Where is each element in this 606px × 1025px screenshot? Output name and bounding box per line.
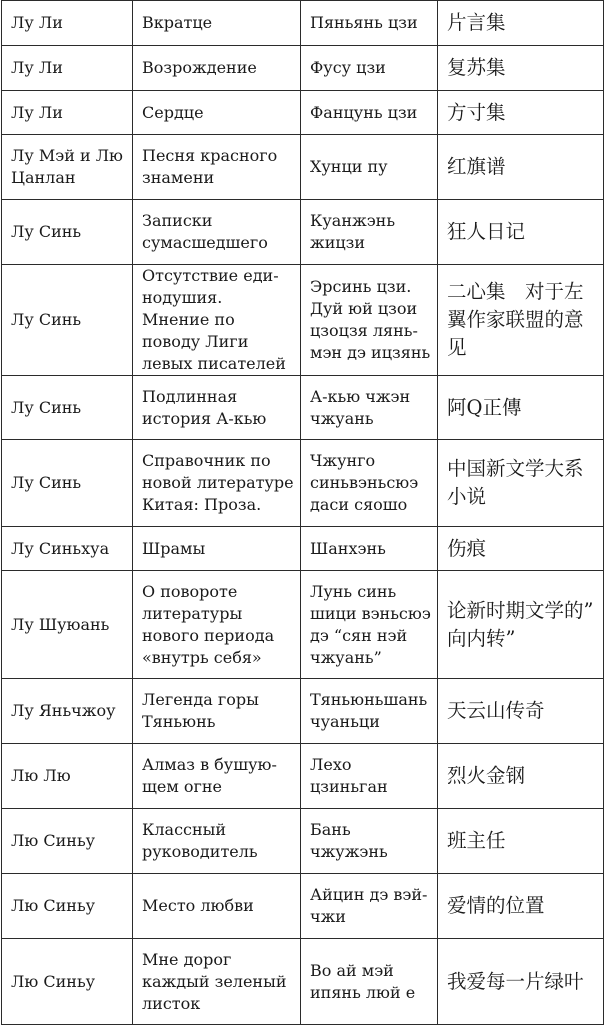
author-cell: Лу Синь	[2, 376, 133, 440]
author-cell: Лу Синь	[2, 265, 133, 376]
title-pinyin-cell: Фусу цзи	[301, 46, 438, 91]
table-row	[2, 200, 604, 265]
title-pinyin-cell: Айцин дэ вэй-чжи	[301, 874, 438, 939]
title-zh-cell: 伤痕	[438, 527, 604, 571]
title-zh-cell: 狂人日记	[438, 200, 604, 265]
author-cell: Лу Мэй и Лю Цанлан	[2, 135, 133, 200]
author-cell: Лу Яньчжоу	[2, 679, 133, 744]
table-row	[2, 679, 604, 744]
title-ru-cell: Песня красного знамени	[133, 135, 301, 200]
title-ru-cell: О повороте литературы нового периода «внутрь себя»	[133, 571, 301, 679]
title-zh-cell: 班主任	[438, 809, 604, 874]
title-pinyin-cell: Во ай мэй ипянь люй е	[301, 939, 438, 1025]
author-cell: Лу Синьхуа	[2, 527, 133, 571]
author-cell: Лу Ли	[2, 1, 133, 46]
title-zh-cell: 片言集	[438, 1, 604, 46]
table-row	[2, 744, 604, 809]
table-row	[2, 939, 604, 1025]
title-ru-cell: Возрождение	[133, 46, 301, 91]
table-row	[2, 809, 604, 874]
title-zh-cell: 论新时期文学的” 向内转”	[438, 571, 604, 679]
title-zh-cell: 中国新文学大系小说	[438, 440, 604, 527]
author-cell: Лу Ли	[2, 46, 133, 91]
title-ru-cell: Подлинная история А-кью	[133, 376, 301, 440]
author-cell: Лю Синьу	[2, 939, 133, 1025]
title-zh-cell: 爱情的位置	[438, 874, 604, 939]
author-cell: Лу Синь	[2, 200, 133, 265]
author-cell: Лю Лю	[2, 744, 133, 809]
title-zh-cell: 方寸集	[438, 91, 604, 135]
title-ru-cell: Место любви	[133, 874, 301, 939]
title-zh-cell: 我爱每一片绿叶	[438, 939, 604, 1025]
title-pinyin-cell: А-кью чжэн чжуань	[301, 376, 438, 440]
author-cell: Лу Синь	[2, 440, 133, 527]
table-row	[2, 91, 604, 135]
title-pinyin-cell: Хунци пу	[301, 135, 438, 200]
title-ru-cell: Вкратце	[133, 1, 301, 46]
title-ru-cell: Мне дорог каждый зеленый листок	[133, 939, 301, 1025]
glossary-table	[1, 0, 604, 1025]
title-ru-cell: Алмаз в бушую-щем огне	[133, 744, 301, 809]
author-cell: Лу Ли	[2, 91, 133, 135]
table-row	[2, 376, 604, 440]
title-zh-cell: 天云山传奇	[438, 679, 604, 744]
title-zh-cell: 红旗谱	[438, 135, 604, 200]
title-zh-cell: 阿Q正傳	[438, 376, 604, 440]
title-pinyin-cell: Лунь синь шици вэньсюэ дэ “сян нэй чжуань”	[301, 571, 438, 679]
table-row	[2, 265, 604, 376]
title-ru-cell: Сердце	[133, 91, 301, 135]
title-pinyin-cell: Куанжэнь жицзи	[301, 200, 438, 265]
title-pinyin-cell: Чжунго синьвэньсюэ даси сяошо	[301, 440, 438, 527]
title-pinyin-cell: Бань чжужэнь	[301, 809, 438, 874]
title-zh-cell: 复苏集	[438, 46, 604, 91]
title-ru-cell: Легенда горы Тяньюнь	[133, 679, 301, 744]
title-pinyin-cell: Лехо цзиньган	[301, 744, 438, 809]
table-row	[2, 46, 604, 91]
table-row	[2, 1, 604, 46]
title-ru-cell: Записки сумасшедшего	[133, 200, 301, 265]
table-row	[2, 571, 604, 679]
author-cell: Лу Шуюань	[2, 571, 133, 679]
title-pinyin-cell: Тяньюньшань чуаньци	[301, 679, 438, 744]
title-ru-cell: Отсутствие еди-нодушия. Мнение по поводу Лиги левых писателей	[133, 265, 301, 376]
title-ru-cell: Шрамы	[133, 527, 301, 571]
title-zh-cell: 烈火金钢	[438, 744, 604, 809]
table-row	[2, 440, 604, 527]
table-row	[2, 527, 604, 571]
author-cell: Лю Синьу	[2, 809, 133, 874]
table-row	[2, 874, 604, 939]
title-pinyin-cell: Эрсинь цзи. Дуй юй цзои цзоцзя лянь-мэн дэ ицзянь	[301, 265, 438, 376]
table-row	[2, 135, 604, 200]
title-ru-cell: Справочник по новой литературе Китая: Проза.	[133, 440, 301, 527]
author-cell: Лю Синьу	[2, 874, 133, 939]
title-pinyin-cell: Фанцунь цзи	[301, 91, 438, 135]
title-pinyin-cell: Пяньянь цзи	[301, 1, 438, 46]
title-zh-cell: 二心集 对于左翼作家联盟的意见	[438, 265, 604, 376]
title-pinyin-cell: Шанхэнь	[301, 527, 438, 571]
title-ru-cell: Классный руководитель	[133, 809, 301, 874]
